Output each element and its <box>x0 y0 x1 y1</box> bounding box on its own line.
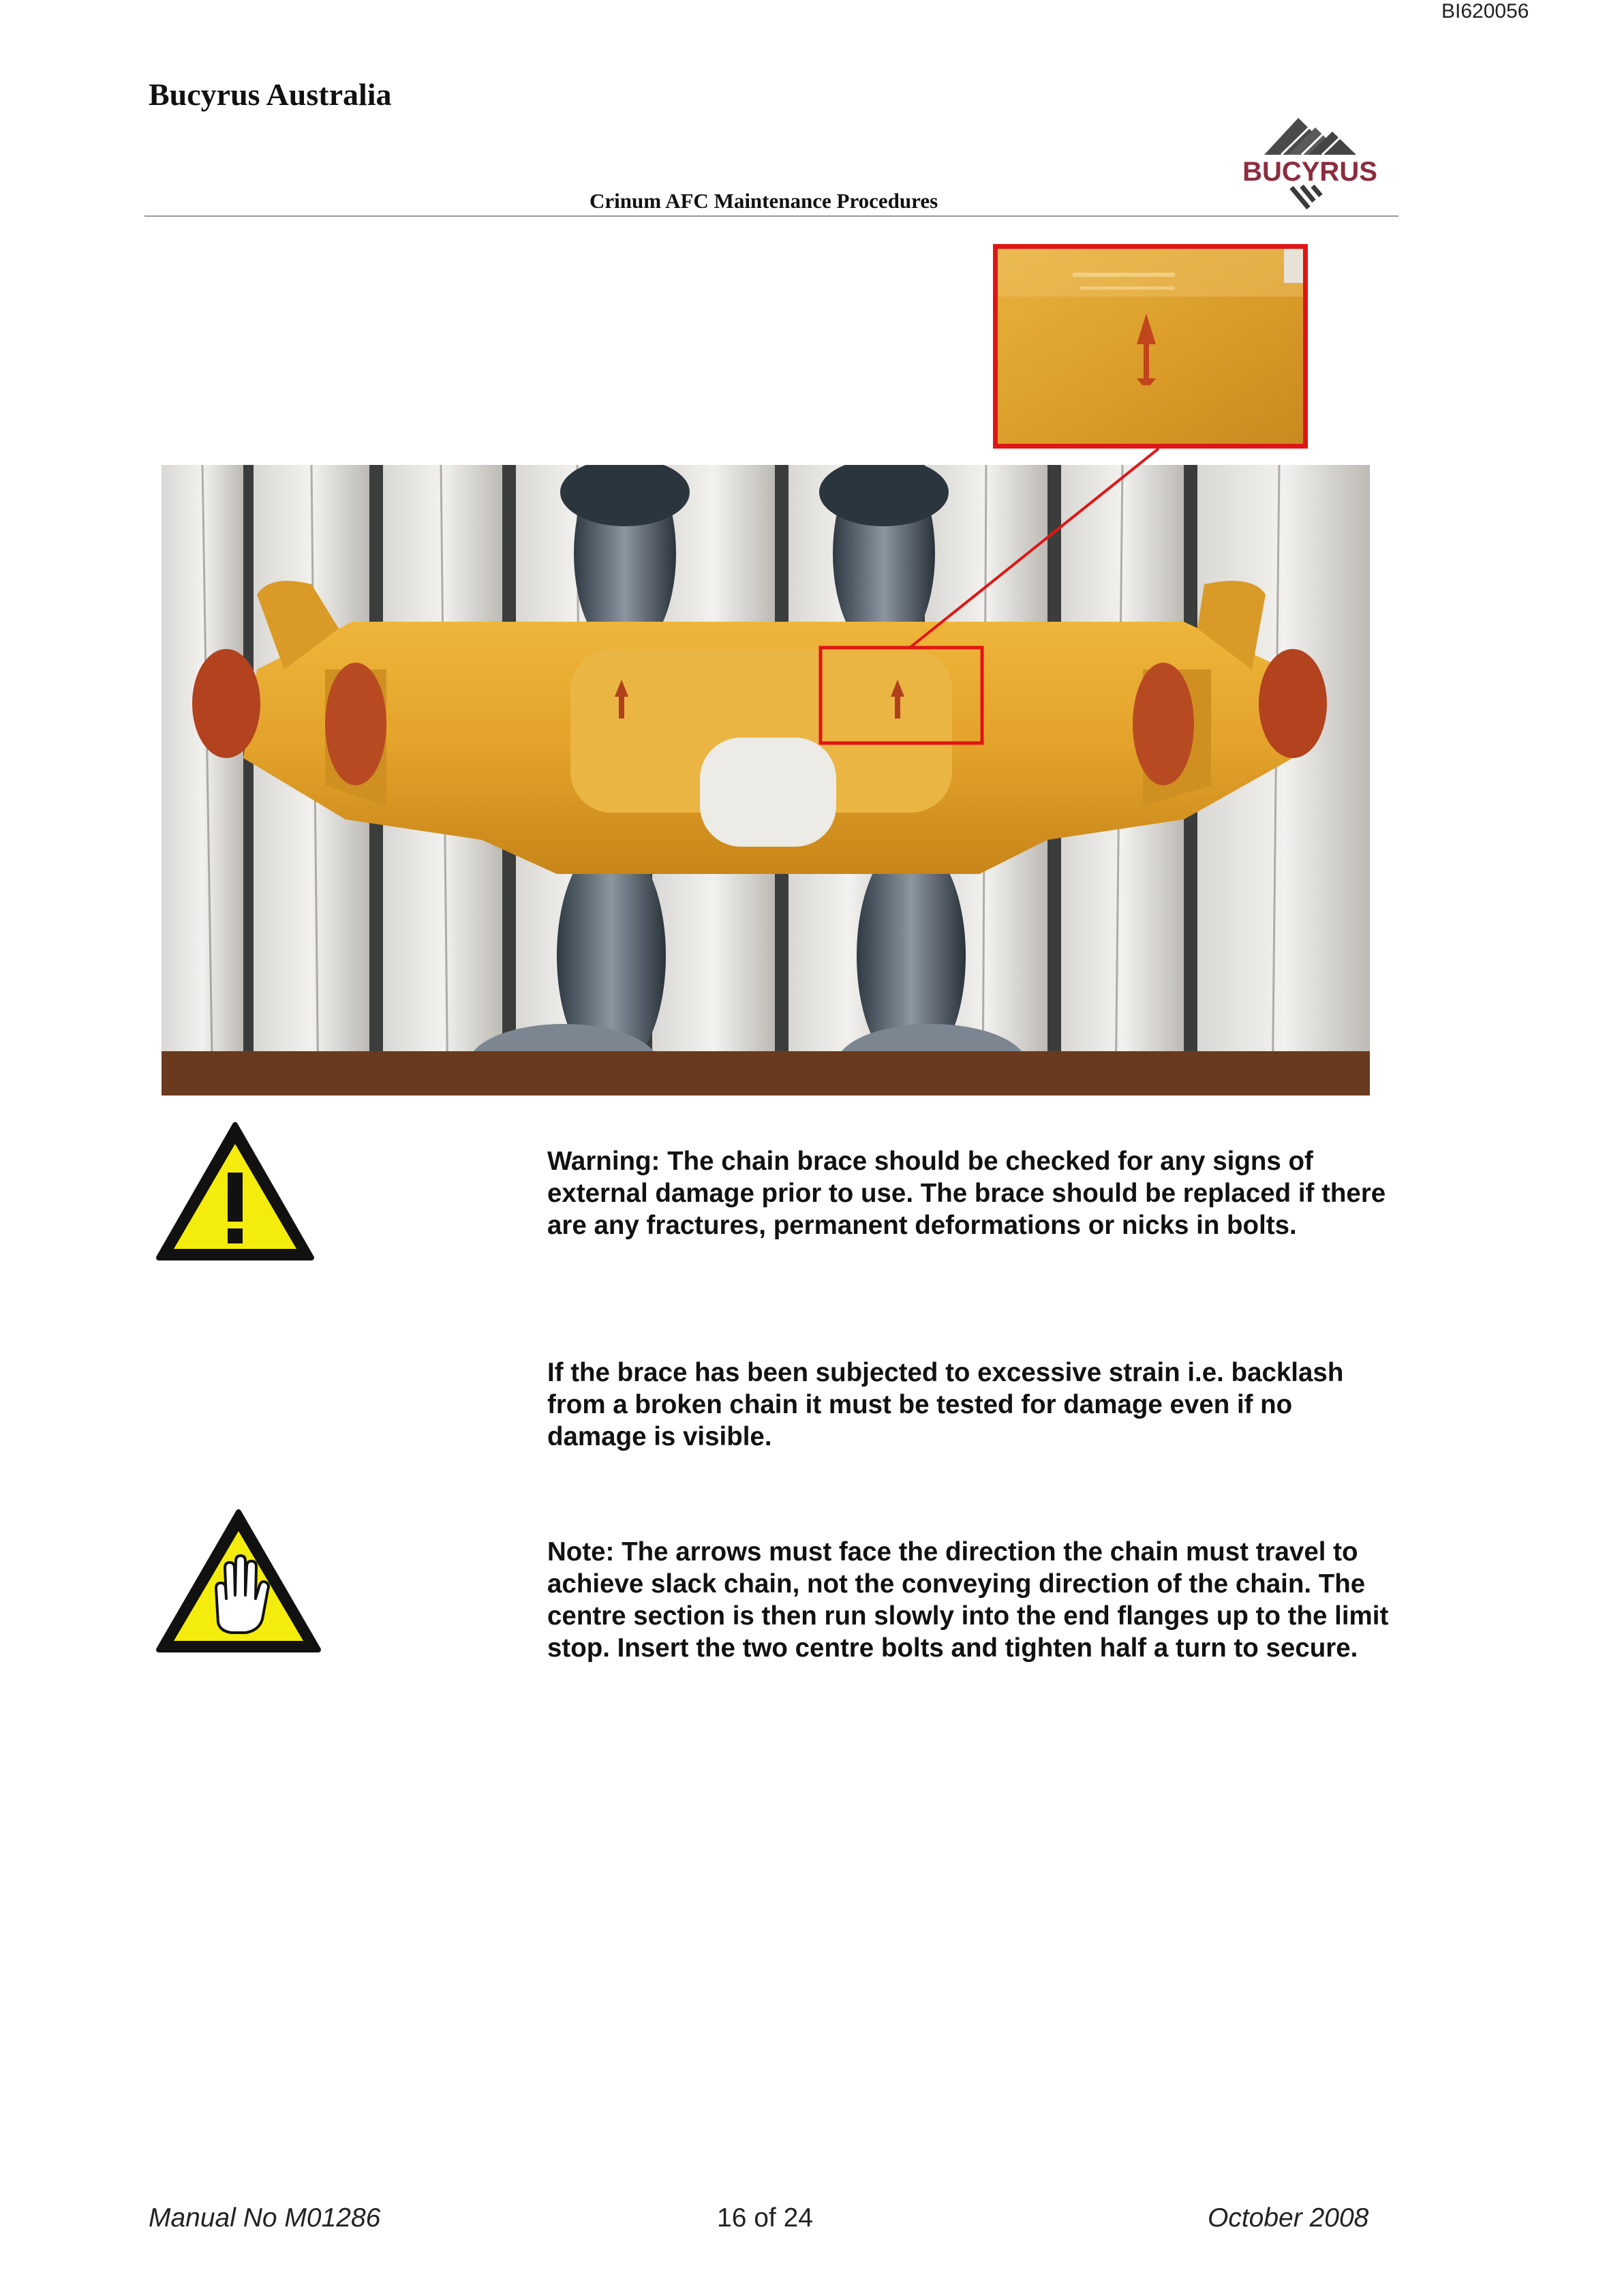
bucyrus-logo <box>1234 112 1387 211</box>
closeup-image <box>998 249 1303 444</box>
document-title: Crinum AFC Maintenance Procedures <box>590 189 938 213</box>
chain-brace-photo <box>162 465 1370 1096</box>
arrow-closeup-inset <box>993 244 1308 449</box>
footer-manual-number: Manual No M01286 <box>149 2203 381 2233</box>
warning-exclamation-icon <box>153 1118 317 1265</box>
document-id: BI620056 <box>1441 0 1529 22</box>
warning-paragraph: Warning: The chain brace should be checked for any signs of external damage prior to use. The brace should be replaced if there are any fractures, permanent deformations or nicks in bolts. <box>547 1147 1386 1240</box>
header-divider <box>144 215 1398 217</box>
chain-brace-illustration <box>162 465 1370 1096</box>
footer-page-number: 16 of 24 <box>717 2203 813 2233</box>
caution-hand-icon <box>153 1507 324 1657</box>
note-paragraph: Note: The arrows must face the direction the chain must travel to achieve slack chain, not the conveying direction of the chain. The centre section is then run slowly into the end flanges up to the limit stop. Insert the two centre bolts and tighten half a turn to secure. <box>547 1537 1389 1663</box>
company-name: Bucyrus Australia <box>149 77 392 112</box>
logo-wordmark: BUCYRUS <box>1242 157 1377 187</box>
backlash-paragraph: If the brace has been subjected to excessive strain i.e. backlash from a broken chain it must be tested for damage even if no damage is visible. <box>547 1358 1344 1451</box>
footer-date: October 2008 <box>1208 2203 1369 2233</box>
